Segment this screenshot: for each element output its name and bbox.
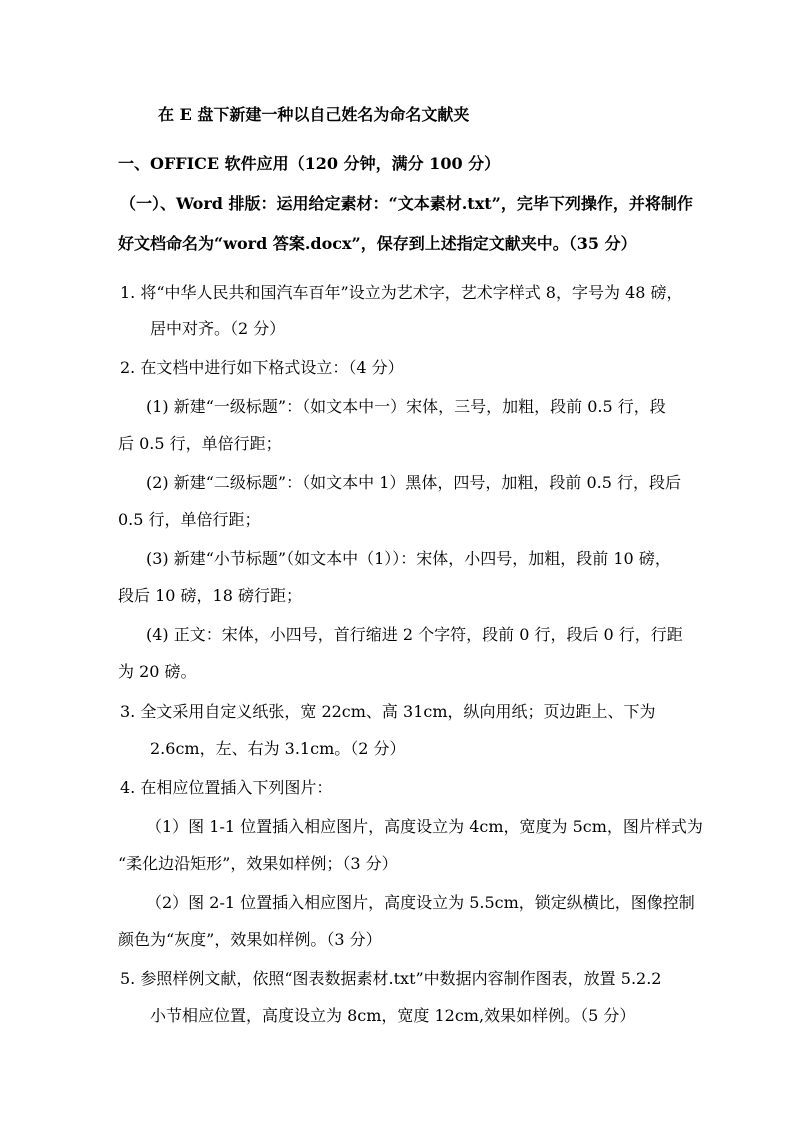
subsection-title-line1: （一）、Word 排版：运用给定素材：“文本素材.txt”，完毕下列操作，并将制作	[120, 194, 693, 213]
item-2-4-line2: 为 20 磅。	[118, 662, 197, 681]
item-2-2-line2: 0.5 行，单倍行距；	[118, 510, 261, 529]
item-2-line1: 2. 在文档中进行如下格式设立：（4 分）	[120, 358, 404, 377]
subsection-title-line2: 好文档命名为“word 答案.docx”，保存到上述指定文献夹中。（35 分）	[118, 234, 637, 253]
item-4-2-line2: 颜色为“灰度”，效果如样例。（3 分）	[118, 930, 382, 949]
item-1-line1: 1. 将“中华人民共和国汽车百年”设立为艺术字，艺术字样式 8，字号为 48 磅，	[120, 283, 683, 302]
item-2-1-line2: 后 0.5 行，单倍行距；	[118, 434, 282, 453]
item-4-2-line1: （2）图 2-1 位置插入相应图片，高度设立为 5.5cm，锁定纵横比，图像控制	[146, 893, 695, 912]
section-title: 一、OFFICE 软件应用（120 分钟，满分 100 分）	[118, 154, 501, 173]
item-1-line2: 居中对齐。（2 分）	[150, 319, 286, 338]
item-2-1-line1: (1) 新建“一级标题”：（如文本中一）宋体，三号，加粗，段前 0.5 行，段	[146, 397, 666, 416]
item-2-2-line1: (2) 新建“二级标题”：（如文本中 1）黑体，四号，加粗，段前 0.5 行，段后	[146, 473, 681, 492]
item-2-3-line1: (3) 新建“小节标题”（如文本中（1））：宋体，小四号，加粗，段前 10 磅，	[146, 549, 671, 568]
item-3-line1: 3. 全文采用自定义纸张，宽 22cm、高 31cm，纵向用纸；页边距上、下为	[120, 702, 656, 721]
item-4-1-line1: （1）图 1-1 位置插入相应图片，高度设立为 4cm，宽度为 5cm，图片样式为	[146, 817, 703, 836]
item-2-3-line2: 段后 10 磅，18 磅行距；	[118, 586, 302, 605]
doc-heading: 在 E 盘下新建一种以自己姓名为命名文献夹	[158, 105, 470, 124]
item-5-line2: 小节相应位置，高度设立为 8cm，宽度 12cm,效果如样例。（5 分）	[150, 1006, 636, 1025]
item-3-line2: 2.6cm，左、右为 3.1cm。（2 分）	[150, 739, 406, 758]
item-2-4-line1: (4) 正文：宋体，小四号，首行缩进 2 个字符，段前 0 行，段后 0 行，行距	[146, 625, 683, 644]
item-5-line1: 5. 参照样例文献，依照“图表数据素材.txt”中数据内容制作图表，放置 5.2.2	[120, 969, 662, 988]
item-4-line1: 4. 在相应位置插入下列图片：	[120, 778, 333, 797]
item-4-1-line2: “柔化边沿矩形”，效果如样例；（3 分）	[118, 854, 398, 873]
